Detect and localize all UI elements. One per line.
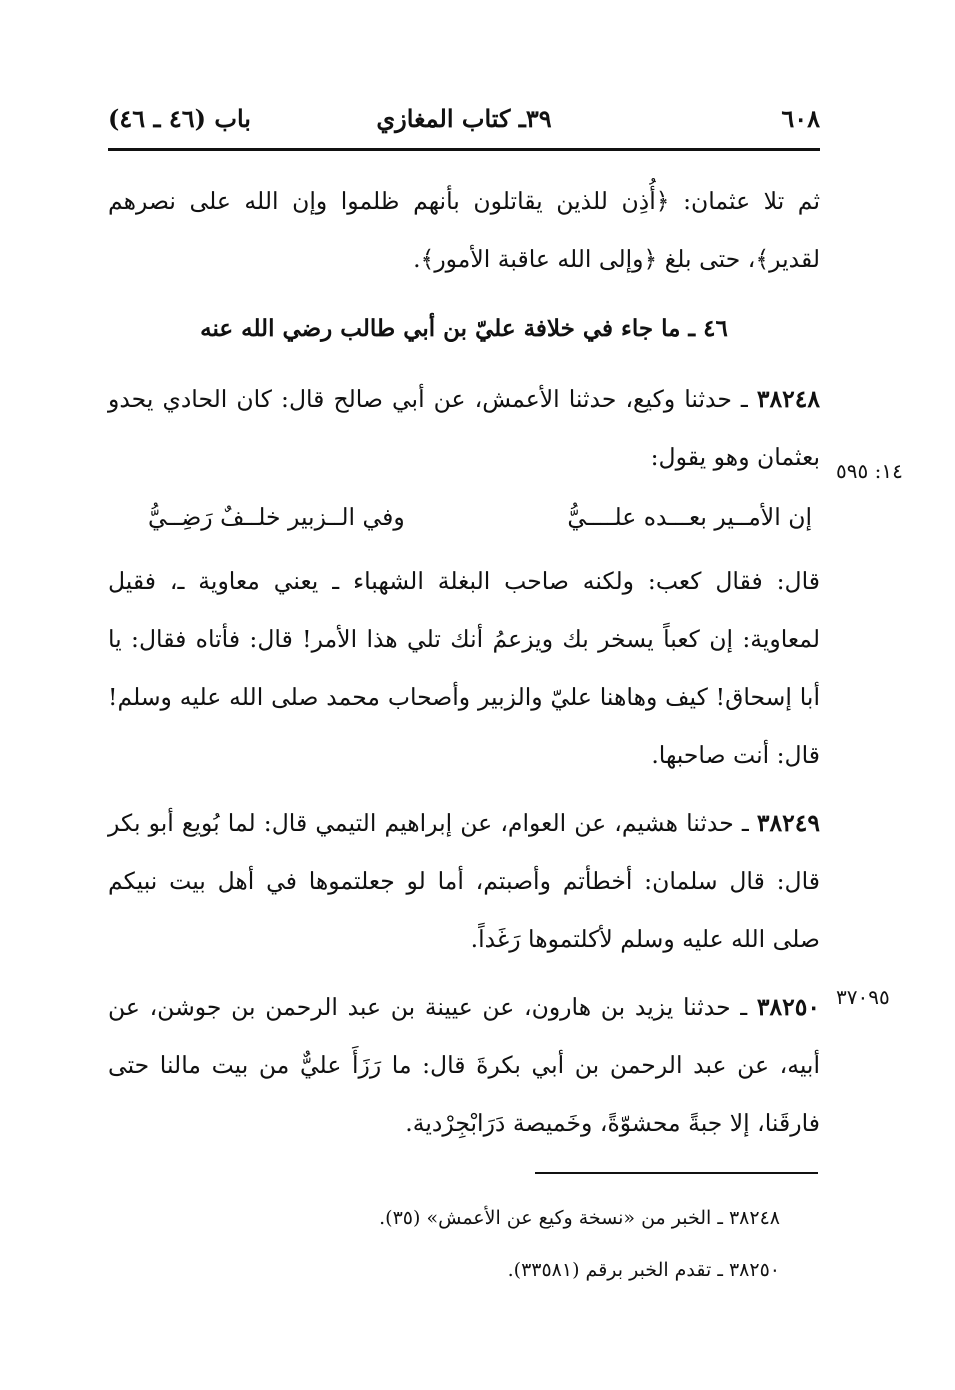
hadith-text: ـ حدثنا هشيم، عن العوام، عن إبراهيم التيمي قال: لما بُويع أبو بكر قال: قال سلمان: أخطأتم وأصبتم، أما لو جعلتموها في أهل بيت نبيكم صلى الله عليه وسلم لأكلتموها رَغَداً. <box>108 809 820 953</box>
footnote: ٣٨٢٤٨ ـ الخبر من «نسخة وكيع عن الأعمش» (٣٥). <box>379 1207 780 1229</box>
page-number: ٦٠٨ <box>781 104 820 133</box>
page-header <box>108 98 820 142</box>
section-heading: ٤٦ ـ ما جاء في خلافة عليّ بن أبي طالب رضي الله عنه <box>200 315 728 342</box>
intro-paragraph: ثم تلا عثمان: ﴿أُذِن للذين يقاتلون بأنهم ظلموا وإن الله على نصرهم لقدير﴾، حتى بلغ ﴿وإلى الله عاقبة الأمور﴾. <box>108 187 820 273</box>
footnote-rule <box>535 1172 818 1174</box>
hadith-text: ـ حدثنا يزيد بن هارون، عن عيينة بن عبد الرحمن بن جوشن، عن أبيه، عن عبد الرحمن بن أبي بكرةَ قال: ما رَزَأَ عليٌّ من بيت مالنا حتى فارقَنا، إلا جبةً محشوّةً، وخَميصة دَرَابْجِرْدية. <box>108 993 820 1137</box>
hadith-38250 <box>108 978 820 1152</box>
hadith-number: ٣٨٢٥٠ <box>756 993 820 1021</box>
header-rule <box>108 148 820 151</box>
running-title: ٣٩ـ كتاب المغازي <box>376 104 552 133</box>
hadith-38248-continuation: قال: فقال كعب: ولكنه صاحب البغلة الشهباء ـ يعني معاوية ـ، فقيل لمعاوية: إن كعباً يسخر بك ويزعمُ أنك تلي هذا الأمر! قال: فأتاه فقال: يا أبا إسحاق! كيف وهاهنا عليّ والزبير وأصحاب محمد صلى الله عليه وسلم! قال: أنت صاحبها. <box>108 567 820 769</box>
hadith-38249 <box>108 794 820 968</box>
hadith-38248 <box>108 370 820 486</box>
poem-first-hemistich: إن الأمــير بعـــده علــــيُّ <box>567 503 812 531</box>
hadith-text: ـ حدثنا وكيع، حدثنا الأعمش، عن أبي صالح قال: كان الحادي يحدو بعثمان وهو يقول: <box>108 385 820 471</box>
chapter-range: باب (٤٦ ـ ٤٦) <box>108 104 251 133</box>
footnote: ٣٨٢٥٠ ـ تقدم الخبر برقم (٣٣٥٨١). <box>507 1259 780 1281</box>
footnotes <box>108 1192 780 1296</box>
hadith-number: ٣٨٢٤٩ <box>756 809 820 837</box>
margin-reference: ١٤: ٥٩٥ <box>836 459 903 483</box>
poem-verse <box>108 488 820 546</box>
margin-reference: ٣٧٠٩٥ <box>836 985 890 1009</box>
main-text <box>108 172 820 1152</box>
poem-second-hemistich: وفي الــزبير خلــفٌ رَضِــيُّ <box>148 503 405 531</box>
hadith-number: ٣٨٢٤٨ <box>756 385 820 413</box>
